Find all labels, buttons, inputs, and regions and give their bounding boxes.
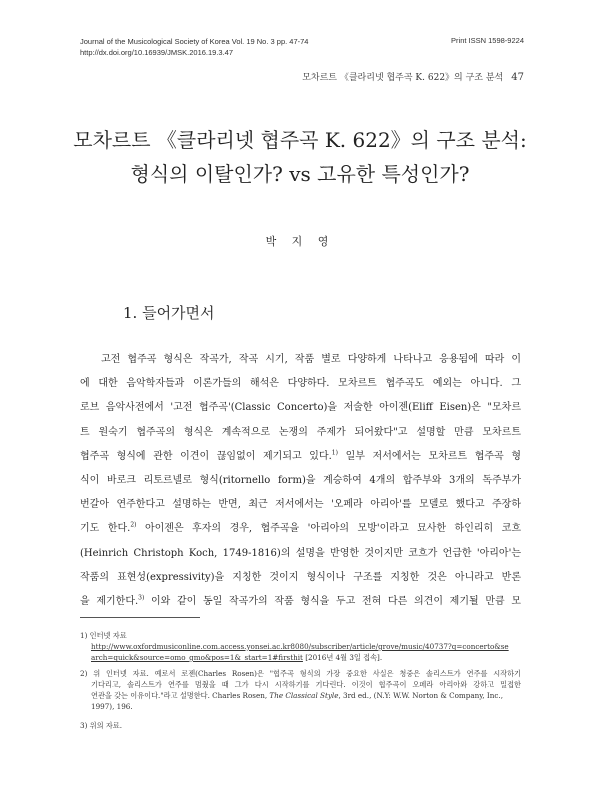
issn-label: Print ISSN 1598-9224 [451, 36, 524, 45]
body-line: 로브 음악사전에서 '고전 협주곡'(Classic Concerto)을 저술한 아이젠(Eliff Eisen)은 "모차르 [80, 402, 521, 414]
footnote-line: 연관을 갖는 이유이다."라고 설명한다. Charles Rosen, The Classical Style, 3rd ed., (N.Y: W.W. Norton & Company, Inc., [91, 691, 503, 700]
page-number: 47 [511, 72, 524, 83]
body-line: 고전 협주곡 형식은 작곡가, 작곡 시기, 작품 별로 다양하게 나타나고 응용됨에 따라 이 [101, 354, 521, 365]
footnote-ref-1[interactable]: 1) [331, 449, 338, 457]
footnote-access-date: [2016년 4월 3일 접속]. [302, 653, 383, 662]
body-line: 을 제기한다.$^{3)}$ 이와 같이 동일 작곡가의 작품 형식을 두고 전혀 다른 의견이 제기될 만큼 모 [80, 594, 521, 607]
body-line: 기도 한다.$^{2)}$ 아이젠은 후자의 경우, 협주곡을 '아리아의 모방'이라고 묘사한 하인리히 코흐 [80, 521, 521, 535]
body-line: 트 원숙기 협주곡의 형식은 계속적으로 논쟁의 주제가 되어왔다"고 설명할 만큼 모차르트 [80, 426, 521, 438]
body-line: (Heinrich Christoph Koch, 1749-1816)의 설명을 반영한 것이지만 코흐가 언급한 '아리아'는 [80, 547, 521, 559]
footnote-ref-2[interactable]: 2) [130, 521, 137, 529]
book-title: The Classical Style [269, 691, 339, 700]
journal-citation: Journal of the Musicological Society of Korea Vol. 19 No. 3 pp. 47-74 [80, 37, 309, 46]
running-title: 모차르트 《클라리넷 협주곡 K. 622》의 구조 분석 [302, 73, 504, 83]
author-name: 박 지 영 [265, 235, 335, 248]
footnote-2 [80, 668, 521, 712]
footnote-url[interactable]: http://www.oxfordmusiconline.com.access.yonsei.ac.kr8080/subscriber/article/grove/music/40737?q=concerto&se [91, 642, 509, 651]
body-line: 협주곡 형식에 관한 이견이 끊임없이 제기되고 있다.$^{1)}$ 일부 저서에서는 모차르트 협주곡 형 [80, 449, 521, 462]
body-line: 번갈아 연주한다고 설명하는 반면, 최근 저서에서는 '오페라 아리아'를 모델로 했다고 주장하 [80, 499, 521, 511]
footnote-line: 기다리고, 솔리스트가 연주를 멈췄을 때 그가 다시 시작하기를 기다린다. 이것이 협주곡이 오페라 아리아와 강하고 밀접한 [91, 680, 521, 689]
doi-link[interactable]: http://dx.doi.org/10.16939/JMSK.2016.19.3.47 [80, 48, 234, 57]
journal-header [80, 36, 308, 58]
footnote-line: 3) 위의 자료. [80, 721, 123, 730]
body-line: 식이 바로크 리토르넬로 형식(ritornello form)을 계승하여 4개의 합주부와 3개의 독주부가 [80, 474, 521, 486]
footnote-ref-3[interactable]: 3) [138, 594, 145, 602]
body-line: 에 대한 음악학자들과 이론가들의 해석은 다양하다. 모차르트 협주곡도 예외는 아니다. 그 [80, 378, 521, 390]
footnote-url-continued [80, 652, 521, 663]
body-line: 작품의 표현성(expressivity)을 지칭한 것이지 형식이나 구조를 지칭한 것은 아니라고 반론 [80, 571, 521, 583]
section-heading: 1. 들어가면서 [123, 304, 215, 322]
paper-title-line1: 모차르트 《클라리넷 협주곡 K. 622》의 구조 분석: [73, 128, 527, 152]
running-head [302, 70, 524, 83]
footnote-1 [80, 630, 521, 663]
footnote-url-tail[interactable]: arch=quick&source=omo_gmo&pos=1&_start=1#firsthit [91, 653, 303, 662]
paper-title-line2: 형식의 이탈인가? vs 고유한 특성인가? [130, 162, 470, 186]
footnote-line: 1997), 196. [91, 702, 133, 711]
footnote-label: 1) 인터넷 자료 [80, 631, 127, 640]
footnote-divider [80, 617, 200, 618]
footnote-line: 2) 위 인터넷 자료. 예로서 로젠(Charles Rosen)은 "협주곡 형식의 가장 중요한 사실은 청중은 솔리스트가 연주를 시작하기 [80, 669, 521, 678]
body-text [80, 348, 521, 614]
footnote-3 [80, 720, 521, 731]
